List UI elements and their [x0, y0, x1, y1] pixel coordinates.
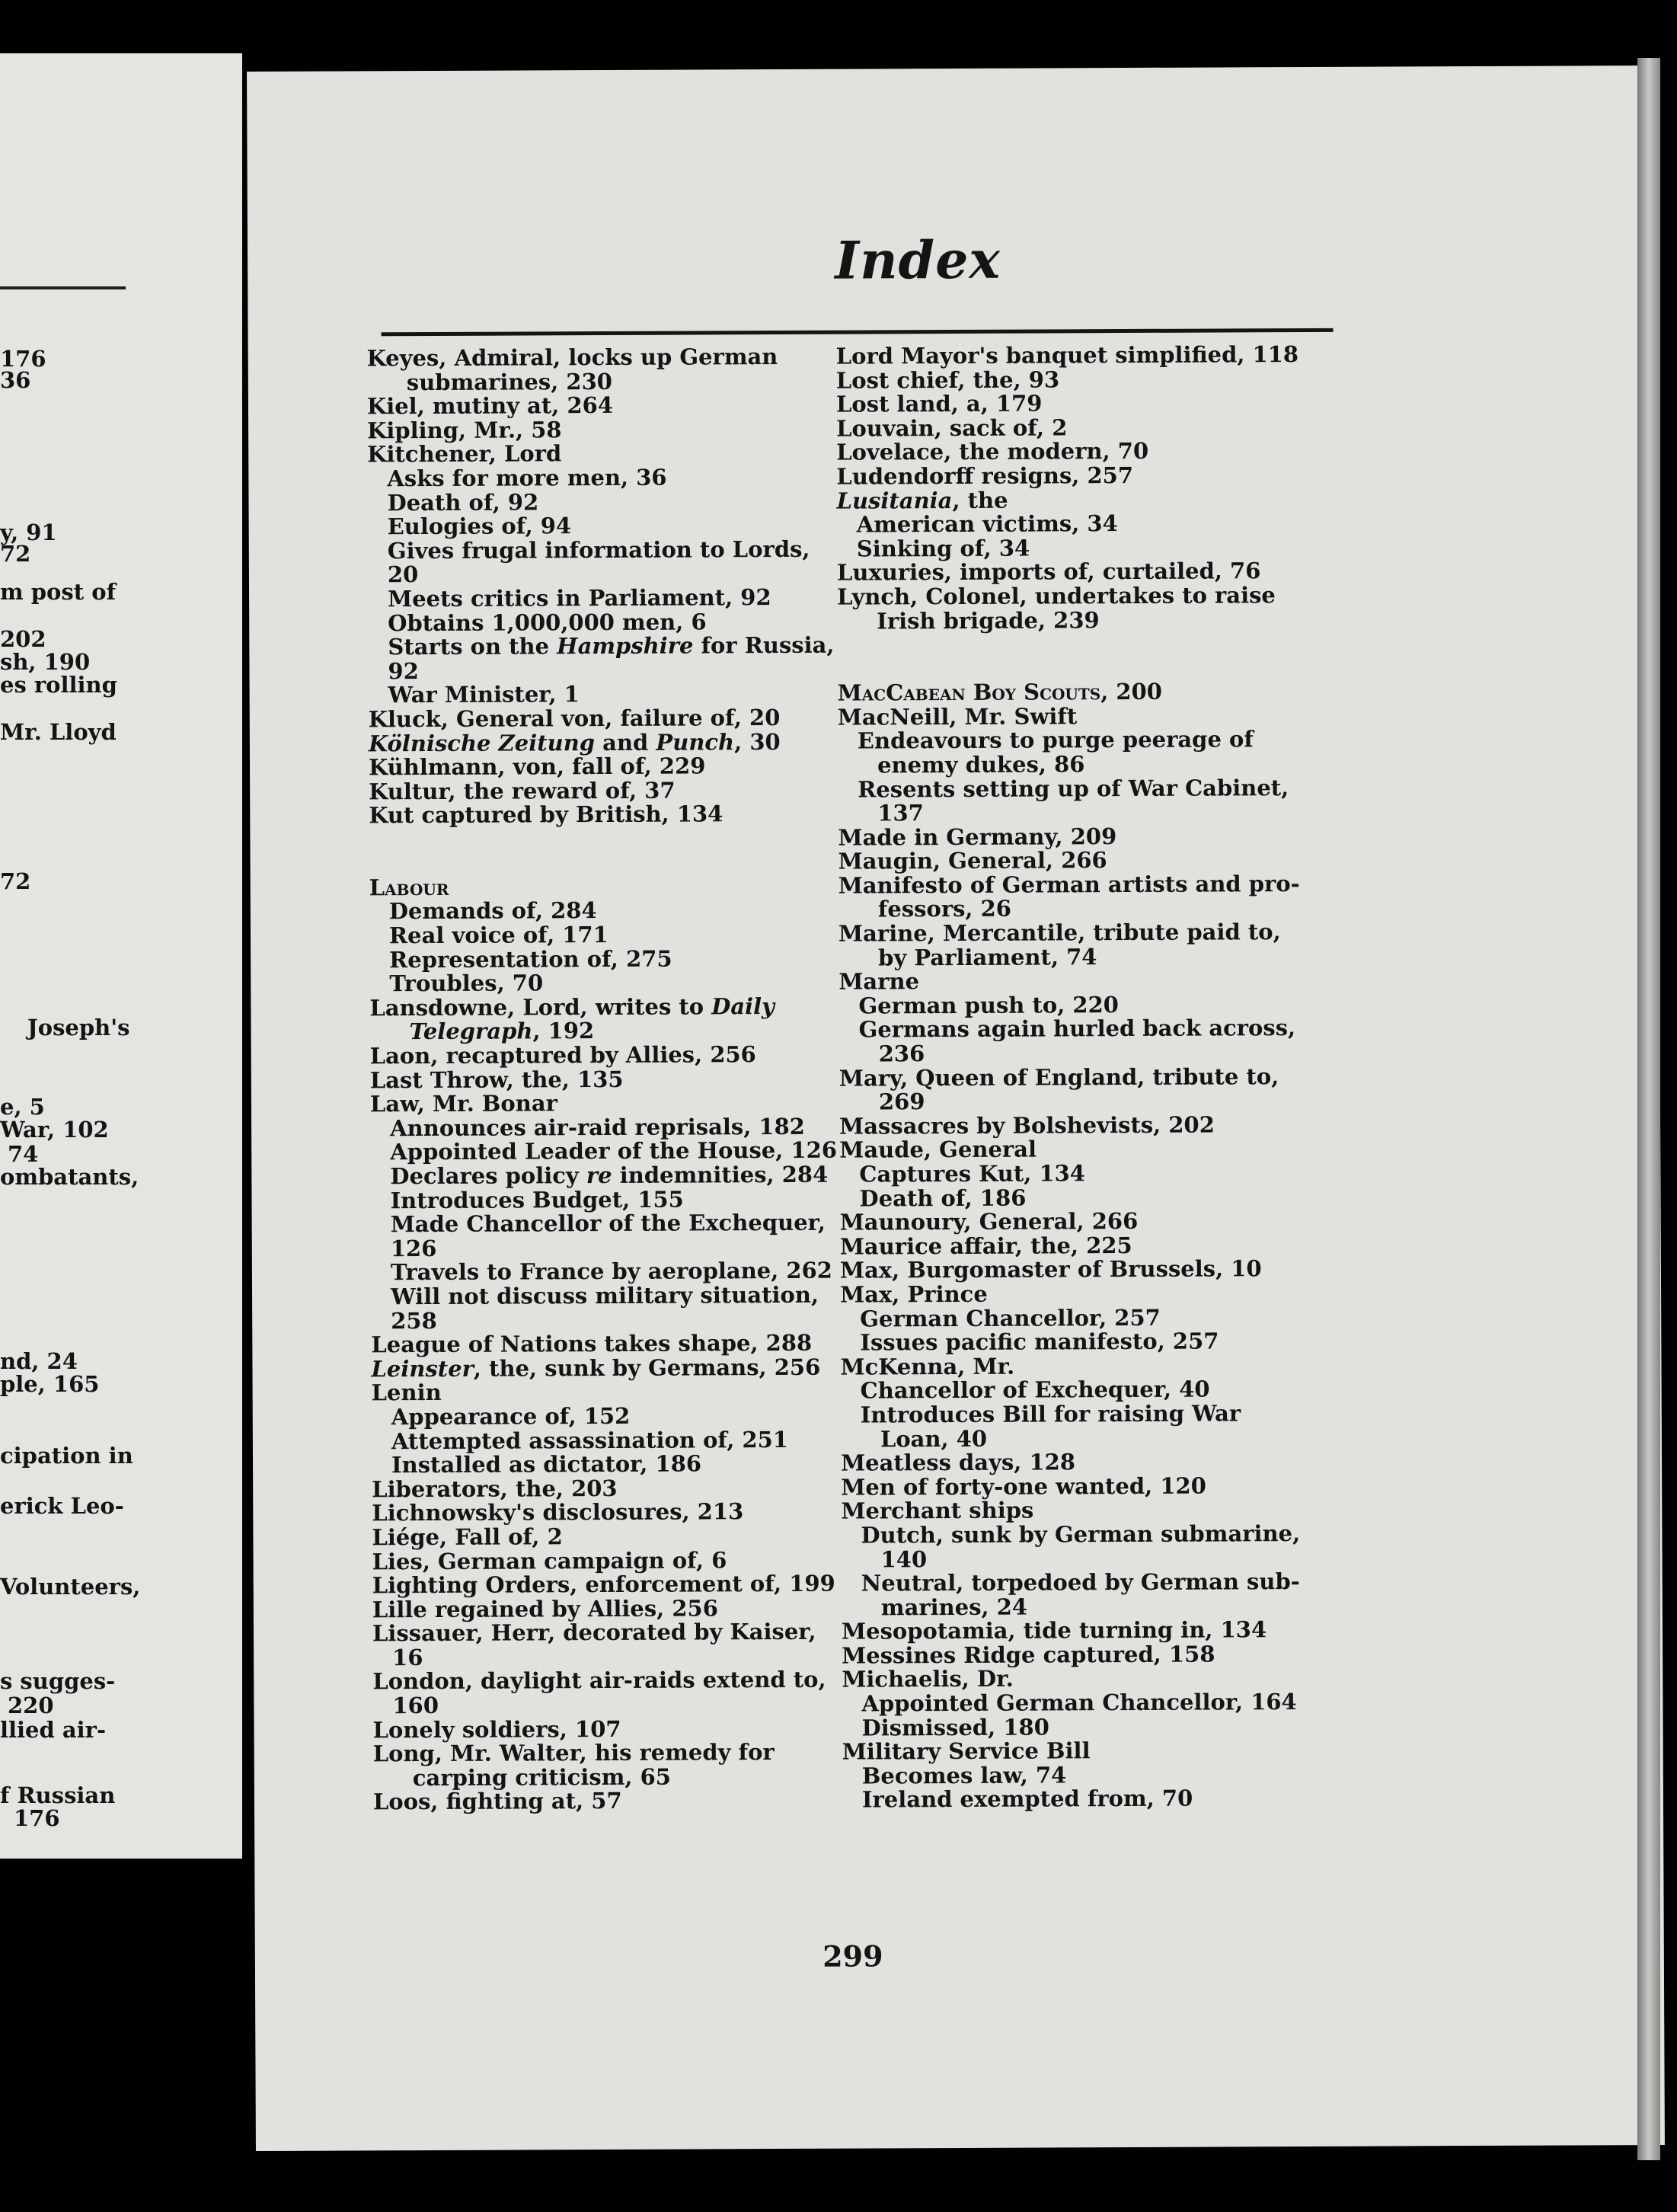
- index-entry: Maurice affair, the, 225: [839, 1232, 1132, 1260]
- index-entry: Lost land, a, 179: [835, 390, 1043, 417]
- left-fragment: 72: [0, 868, 31, 894]
- section-spacer: [837, 631, 1324, 682]
- index-entry: Kipling, Mr., 58: [367, 417, 562, 444]
- left-fragment: erick Leo-: [0, 1493, 124, 1519]
- index-entry: Marine, Mercantile, tribute paid to,: [838, 919, 1281, 947]
- entry-text: Declares policy: [390, 1162, 586, 1190]
- index-entry: Michaelis, Dr.: [842, 1666, 1014, 1693]
- index-entry: Ludendorff resigns, 257: [836, 462, 1134, 490]
- left-fragment: f Russian: [0, 1782, 116, 1808]
- index-entry: Kut captured by British, 134: [369, 801, 724, 829]
- index-entry: Kitchener, Lord: [367, 440, 562, 468]
- index-entry: Captures Kut, 134: [859, 1160, 1086, 1188]
- index-entry: Kiel, mutiny at, 264: [366, 392, 614, 420]
- index-entry: Resents setting up of War Cabinet,: [858, 774, 1289, 803]
- index-entry: 160: [392, 1693, 439, 1719]
- index-entry: Manifesto of German artists and pro-: [838, 870, 1300, 899]
- index-entry: Death of, 186: [859, 1184, 1027, 1212]
- index-entry: 236: [878, 1040, 925, 1067]
- left-fragment: cipation in: [0, 1443, 133, 1469]
- index-entry: Max, Prince: [839, 1280, 988, 1308]
- index-entry: 258: [391, 1307, 437, 1334]
- entry-text: Starts on the: [388, 633, 557, 660]
- index-entry: Asks for more men, 36: [387, 464, 667, 492]
- index-entry: Demands of, 284: [388, 897, 597, 925]
- index-entry: Attempted assassination of, 251: [391, 1426, 789, 1454]
- index-entry: Laon, recaptured by Allies, 256: [369, 1041, 756, 1069]
- index-entry: Mesopotamia, tide turning in, 134: [841, 1616, 1267, 1645]
- index-entry: fessors, 26: [877, 896, 1012, 922]
- left-fragment: 220: [8, 1693, 54, 1718]
- entry-italic: Daily: [711, 993, 775, 1020]
- page-number: 299: [823, 1939, 883, 1974]
- index-entry: Lost chief, the, 93: [835, 366, 1060, 394]
- index-entry: Meets critics in Parliament, 92: [388, 583, 771, 612]
- index-entry: Lord Mayor's banquet simplified, 118: [835, 341, 1299, 369]
- entry-italic: Leinster: [371, 1355, 474, 1382]
- index-entry: Luxuries, imports of, curtailed, 76: [836, 558, 1261, 587]
- index-entry: 137: [877, 800, 924, 826]
- index-entry: Maunoury, General, 266: [839, 1208, 1139, 1235]
- left-fragment: Volunteers,: [0, 1574, 141, 1600]
- entry-text: and: [594, 729, 656, 756]
- index-entry: German push to, 220: [858, 991, 1119, 1019]
- entry-italic: re: [586, 1162, 612, 1189]
- index-entry: Massacres by Bolshevists, 202: [839, 1111, 1215, 1140]
- left-fragment: llied air-: [0, 1717, 106, 1743]
- index-entry: Eulogies of, 94: [387, 513, 572, 540]
- index-entry: [836, 487, 1324, 513]
- index-entry: Long, Mr. Walter, his remedy for: [372, 1739, 775, 1767]
- index-entry: Neutral, torpedoed by German sub-: [861, 1568, 1300, 1597]
- index-column-right: [836, 343, 1330, 1813]
- page-edge: [1637, 58, 1660, 2160]
- index-entry: London, daylight air-raids extend to,: [372, 1667, 826, 1695]
- left-fragment: Joseph's: [27, 1015, 130, 1040]
- index-entry: Germans again hurled back across,: [858, 1015, 1296, 1043]
- index-entry: War Minister, 1: [388, 681, 580, 708]
- left-facing-page: [0, 53, 242, 1859]
- left-fragment: e, 5: [0, 1094, 45, 1120]
- left-fragment: 72: [0, 541, 31, 567]
- index-entry: [369, 1018, 857, 1044]
- index-entry: Announces air-raid reprisals, 182: [390, 1113, 805, 1142]
- index-entry: enemy dukes, 86: [877, 751, 1085, 778]
- index-entry: submarines, 230: [406, 368, 612, 395]
- index-entry: Issues pacific manifesto, 257: [860, 1328, 1219, 1356]
- index-entry: [368, 631, 855, 660]
- entry-italic: Kölnische Zeitung: [368, 729, 596, 756]
- index-entry: Appointed German Chancellor, 164: [861, 1689, 1297, 1717]
- index-entry: MacNeill, Mr. Swift: [837, 703, 1078, 730]
- index-entry: Dutch, sunk by German submarine,: [861, 1520, 1301, 1549]
- left-fragment: sh, 190: [0, 649, 91, 675]
- index-entry: Maude, General: [839, 1136, 1037, 1164]
- index-entry: 92: [388, 657, 419, 684]
- entry-italic: Hampshire: [557, 632, 694, 660]
- index-entry: Will not discuss military situation,: [390, 1281, 819, 1310]
- index-entry: Meatless days, 128: [840, 1449, 1076, 1476]
- index-entry: Messines Ridge captured, 158: [842, 1641, 1215, 1669]
- index-entry: Mary, Queen of England, tribute to,: [838, 1063, 1279, 1092]
- index-entry: Chancellor of Exchequer, 40: [860, 1376, 1210, 1404]
- title-rule: [382, 328, 1334, 336]
- index-entry: 140: [880, 1546, 928, 1572]
- entry-text: Lansdowne, Lord, writes to: [369, 993, 712, 1021]
- index-entry: 20: [387, 561, 419, 588]
- index-entry: [370, 1163, 858, 1189]
- left-fragment: ombatants,: [0, 1164, 139, 1190]
- entry-text: , 192: [532, 1018, 595, 1044]
- index-entry: Maugin, General, 266: [838, 847, 1107, 874]
- entry-italic: Lusitania: [836, 487, 953, 514]
- index-entry: Marne: [838, 968, 920, 995]
- index-entry: [369, 994, 857, 1020]
- index-entry: Kluck, General von, failure of, 20: [368, 704, 781, 733]
- entry-italic: Punch: [656, 728, 735, 756]
- index-entry: Troubles, 70: [389, 970, 544, 997]
- index-entry: Death of, 92: [387, 488, 539, 516]
- index-entry: 269: [878, 1088, 925, 1115]
- left-fragment: y, 91: [0, 519, 57, 545]
- index-entry: Gives frugal information to Lords,: [387, 535, 810, 564]
- left-fragment: 202: [0, 626, 46, 652]
- index-entry: Lighting Orders, enforcement of, 199: [372, 1570, 835, 1599]
- index-entry: [369, 730, 856, 756]
- index-entry: American victims, 34: [856, 510, 1118, 538]
- section-spacer: [369, 826, 856, 876]
- index-entry: Ireland exempted from, 70: [861, 1785, 1193, 1813]
- left-fragment: nd, 24: [0, 1348, 78, 1374]
- left-fragment: ple, 165: [0, 1371, 100, 1397]
- entry-text: , 30: [734, 728, 781, 755]
- index-entry: marines, 24: [880, 1593, 1028, 1621]
- left-fragment: 36: [0, 367, 31, 393]
- index-entry: Law, Mr. Bonar: [369, 1090, 557, 1117]
- index-entry: Last Throw, the, 135: [369, 1066, 624, 1093]
- index-entry: Endeavours to purge peerage of: [857, 726, 1254, 754]
- index-entry: Obtains 1,000,000 men, 6: [388, 608, 707, 636]
- index-entry: Introduces Bill for raising War: [860, 1400, 1241, 1428]
- index-entry: Lenin: [371, 1379, 442, 1406]
- index-entry: Liberators, the, 203: [372, 1475, 618, 1503]
- index-entry: Liége, Fall of, 2: [372, 1523, 563, 1551]
- left-fragment: Mr. Lloyd: [0, 719, 117, 745]
- left-fragment: War, 102: [0, 1117, 109, 1143]
- index-entry: Kühlmann, von, fall of, 229: [368, 753, 706, 781]
- index-heading: Labour: [369, 874, 449, 901]
- index-entry: Representation of, 275: [389, 945, 672, 973]
- index-entry: McKenna, Mr.: [840, 1353, 1015, 1380]
- entry-text: for Russia,: [693, 631, 835, 659]
- index-entry: Made in Germany, 209: [838, 823, 1117, 851]
- index-entry: Lies, German campaign of, 6: [372, 1546, 727, 1574]
- page-title: Index: [835, 229, 1001, 292]
- index-entry: Appointed Leader of the House, 126: [390, 1137, 838, 1165]
- index-entry: Appearance of, 152: [391, 1402, 631, 1430]
- index-entry: Loan, 40: [880, 1425, 988, 1452]
- index-entry: Max, Burgomaster of Brussels, 10: [839, 1255, 1262, 1284]
- index-entry: Lille regained by Allies, 256: [372, 1595, 718, 1623]
- index-entry: Merchant ships: [841, 1497, 1034, 1524]
- index-entry: [371, 1355, 858, 1381]
- index-entry: Made Chancellor of the Exchequer,: [390, 1209, 826, 1238]
- index-entry: League of Nations takes shape, 288: [371, 1329, 813, 1358]
- index-entry: Lynch, Colonel, undertakes to raise: [836, 582, 1276, 610]
- index-entry: Kultur, the reward of, 37: [369, 777, 676, 805]
- index-entry: Dismissed, 180: [861, 1714, 1049, 1741]
- index-entry: German Chancellor, 257: [860, 1304, 1161, 1332]
- left-fragment: m post of: [0, 579, 117, 605]
- left-fragment: 176: [0, 346, 46, 372]
- index-entry: 126: [390, 1235, 437, 1262]
- index-entry: Lovelace, the modern, 70: [836, 438, 1149, 466]
- index-heading: MacCabean Boy Scouts, 200: [837, 678, 1162, 706]
- index-entry: Keyes, Admiral, locks up German: [366, 344, 778, 372]
- index-entry: Lissauer, Herr, decorated by Kaiser,: [372, 1619, 816, 1647]
- index-page: [247, 66, 1665, 2151]
- entry-text: , the: [952, 487, 1008, 513]
- index-entry: Installed as dictator, 186: [391, 1450, 702, 1478]
- left-page-rule: [0, 286, 126, 289]
- index-column-left: [367, 345, 861, 1815]
- index-entry: Men of forty-one wanted, 120: [841, 1472, 1206, 1501]
- index-entry: 16: [392, 1644, 423, 1671]
- index-entry: Becomes law, 74: [861, 1762, 1067, 1789]
- left-fragment: es rolling: [0, 672, 117, 698]
- index-entry: carping criticism, 65: [412, 1763, 671, 1791]
- entry-text: indemnities, 284: [612, 1161, 829, 1188]
- left-fragment: 74: [8, 1141, 39, 1167]
- index-entry: Sinking of, 34: [856, 535, 1030, 562]
- index-entry: Introduces Budget, 155: [390, 1186, 684, 1213]
- left-fragment: 176: [14, 1805, 60, 1831]
- index-entry: Lonely soldiers, 107: [372, 1715, 621, 1744]
- left-fragment: s sugges-: [0, 1668, 116, 1694]
- index-entry: Irish brigade, 239: [877, 606, 1100, 634]
- index-entry: by Parliament, 74: [878, 943, 1097, 971]
- index-entry: Louvain, sack of, 2: [836, 414, 1068, 442]
- index-entry: Lichnowsky's disclosures, 213: [372, 1498, 744, 1526]
- index-entry: Travels to France by aeroplane, 262: [390, 1258, 833, 1286]
- index-entry: Real voice of, 171: [388, 922, 609, 949]
- entry-italic: Telegraph: [409, 1018, 533, 1045]
- index-entry: Loos, fighting at, 57: [372, 1788, 622, 1815]
- index-entry: Military Service Bill: [842, 1737, 1091, 1765]
- entry-text: , the, sunk by Germans, 256: [473, 1354, 821, 1382]
